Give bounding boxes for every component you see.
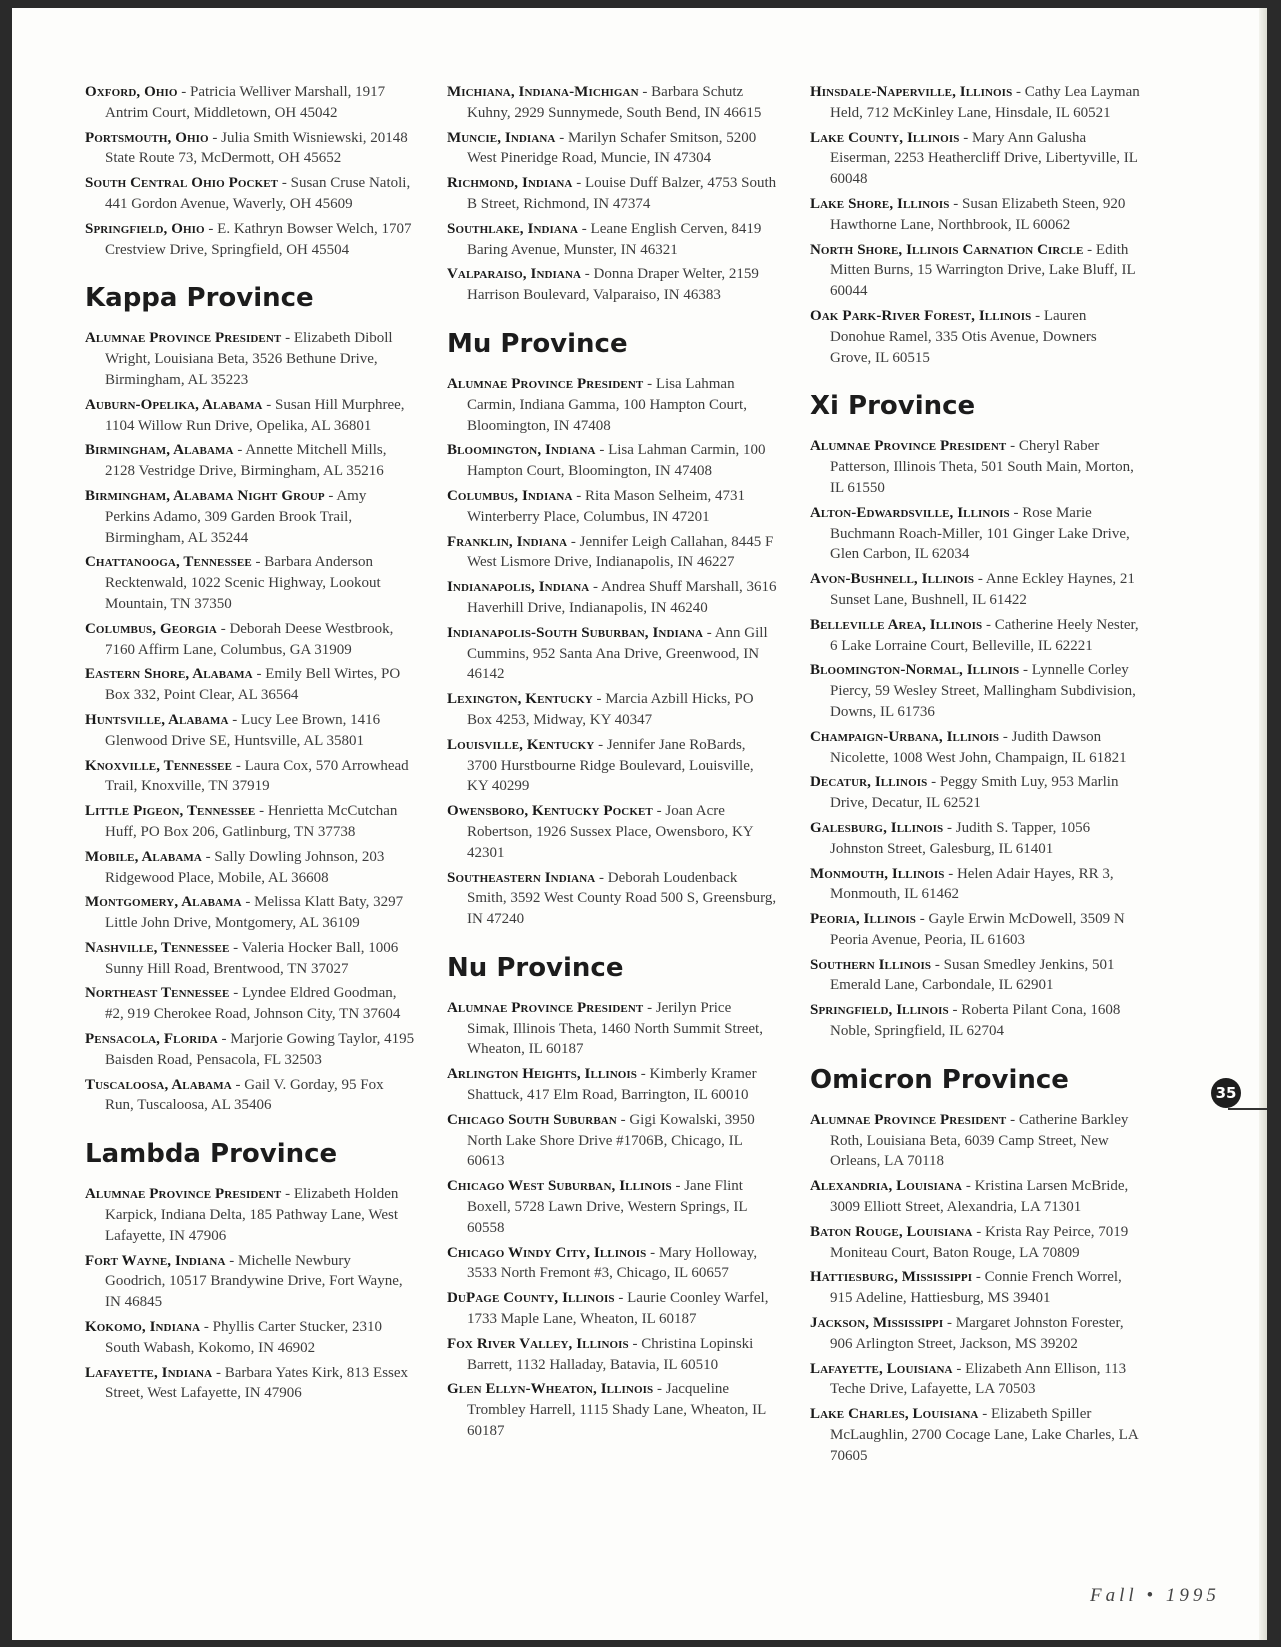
contact-details: Susan Cruse Natoli, 441 Gordon Avenue, Waverly, OH 45609: [105, 175, 411, 212]
contact-details: Julia Smith Wisniewski, 20148 State Route 73, McDermott, OH 45652: [105, 129, 408, 167]
chapter-name: Southlake, Indiana: [447, 220, 579, 237]
chapter-name: Birmingham, Alabama: [85, 442, 234, 459]
chapter-name: Northeast Tennessee: [85, 985, 230, 1002]
contact-details: Rita Mason Selheim, 4731 Winterberry Place, Columbus, IN 47201: [467, 487, 745, 525]
directory-entry: Columbus, Georgia - Deborah Deese Westbrook, 7160 Affirm Lane, Columbus, GA 31909: [85, 620, 394, 658]
contact-details: Annette Mitchell Mills, 2128 Vestridge Drive, Birmingham, AL 35216: [105, 442, 387, 480]
directory-entry: Auburn-Opelika, Alabama - Susan Hill Murphree, 1104 Willow Run Drive, Opelika, AL 36801: [85, 396, 405, 434]
directory-entry: Springfield, Ohio - E. Kathryn Bowser Welch, 1707 Crestview Drive, Springfield, OH 45504: [85, 220, 412, 258]
contact-details: Lucy Lee Brown, 1416 Glenwood Drive SE, Huntsville, AL 35801: [105, 711, 381, 749]
chapter-name: Monmouth, Illinois: [810, 865, 945, 882]
contact-details: Christina Lopinski Barrett, 1132 Halladay, Batavia, IL 60510: [467, 1335, 754, 1373]
contact-details: Joan Acre Robertson, 1926 Sussex Place, Owensboro, KY 42301: [467, 803, 754, 861]
directory-entry: Birmingham, Alabama - Annette Mitchell Mills, 2128 Vestridge Drive, Birmingham, AL 35216: [85, 442, 387, 480]
directory-entry: Indianapolis, Indiana - Andrea Shuff Marshall, 3616 Haverhill Drive, Indianapolis, IN 46240: [447, 579, 777, 616]
directory-entry: Alumnae Province President - Lisa Lahman Carmin, Indiana Gamma, 100 Hampton Court, Bloomington, IN 47408: [447, 375, 747, 434]
directory-entry: Avon-Bushnell, Illinois - Anne Eckley Haynes, 21 Sunset Lane, Bushnell, IL 61422: [810, 571, 1135, 608]
directory-entry: Northeast Tennessee - Lyndee Eldred Goodman, #2, 919 Cherokee Road, Johnson City, TN 37604: [85, 985, 401, 1023]
directory-entry: Richmond, Indiana - Louise Duff Balzer, 4753 South B Street, Richmond, IN 47374: [447, 175, 777, 212]
chapter-name: Southern Illinois: [810, 956, 932, 973]
contact-details: Catherine Barkley Roth, Louisiana Beta, 6039 Camp Street, New Orleans, LA 70118: [830, 1111, 1129, 1170]
directory-entry: DuPage County, Illinois - Laurie Coonley Warfel, 1733 Maple Lane, Wheaton, IL 60187: [447, 1290, 769, 1328]
chapter-name: Peoria, Illinois: [810, 911, 917, 928]
contact-details: Cheryl Raber Patterson, Illinois Theta, 501 South Main, Morton, IL 61550: [830, 438, 1134, 496]
directory-entry: Bloomington-Normal, Illinois - Lynnelle Corley Piercy, 59 Wesley Street, Mallingham Subdivision, Downs, IL 61736: [810, 662, 1136, 720]
contact-details: Donna Draper Welter, 2159 Harrison Boulevard, Valparaiso, IN 46383: [467, 266, 759, 304]
chapter-name: Little Pigeon, Tennessee: [85, 803, 256, 820]
chapter-name: Bloomington-Normal, Illinois: [810, 662, 1020, 679]
chapter-name: Nashville, Tennessee: [85, 939, 230, 956]
directory-entry: Louisville, Kentucky - Jennifer Jane RoBards, 3700 Hurstbourne Ridge Boulevard, Louisville, KY 40299: [447, 736, 754, 795]
contact-details: Roberta Pilant Cona, 1608 Noble, Springfield, IL 62704: [830, 1002, 1121, 1040]
chapter-name: Alumnae Province President: [810, 1111, 1007, 1128]
directory-entry: Oak Park-River Forest, Illinois - Lauren Donohue Ramel, 335 Otis Avenue, Downers Grove, IL 60515: [810, 307, 1097, 366]
province-heading: Xi Province: [810, 391, 976, 422]
chapter-name: Pensacola, Florida: [85, 1031, 218, 1048]
chapter-name: Bloomington, Indiana: [447, 442, 596, 459]
chapter-name: Oak Park-River Forest, Illinois: [810, 307, 1032, 324]
chapter-name: South Central Ohio Pocket: [85, 175, 279, 192]
chapter-name: Portsmouth, Ohio: [85, 129, 209, 146]
column-3: [810, 82, 1140, 1471]
contact-details: Sally Dowling Johnson, 203 Ridgewood Place, Mobile, AL 36608: [105, 848, 385, 886]
directory-entry: Little Pigeon, Tennessee - Henrietta McCutchan Huff, PO Box 206, Gatlinburg, TN 37738: [85, 803, 398, 840]
contact-details: Lisa Lahman Carmin, 100 Hampton Court, Bloomington, IN 47408: [467, 442, 766, 480]
contact-details: Louise Duff Balzer, 4753 South B Street, Richmond, IN 47374: [467, 175, 777, 212]
chapter-name: Montgomery, Alabama: [85, 894, 242, 911]
contact-details: Peggy Smith Luy, 953 Marlin Drive, Decatur, IL 62521: [830, 774, 1119, 812]
contact-details: Jane Flint Boxell, 5728 Lawn Drive, Western Springs, IL 60558: [467, 1178, 747, 1236]
directory-entry: Tuscaloosa, Alabama - Gail V. Gorday, 95 Fox Run, Tuscaloosa, AL 35406: [85, 1076, 384, 1114]
contact-details: Deborah Deese Westbrook, 7160 Affirm Lane, Columbus, GA 31909: [105, 620, 394, 658]
directory-entry: Owensboro, Kentucky Pocket - Joan Acre Robertson, 1926 Sussex Place, Owensboro, KY 42301: [447, 803, 754, 861]
directory-entry: Arlington Heights, Illinois - Kimberly Kramer Shattuck, 417 Elm Road, Barrington, IL 60010: [447, 1066, 757, 1104]
page-number-badge: 35: [1211, 1078, 1241, 1108]
directory-entry: Knoxville, Tennessee - Laura Cox, 570 Arrowhead Trail, Knoxville, TN 37919: [85, 757, 409, 795]
chapter-name: Alumnae Province President: [85, 330, 282, 347]
contact-details: Lauren Donohue Ramel, 335 Otis Avenue, Downers Grove, IL 60515: [830, 307, 1097, 366]
contact-details: Melissa Klatt Baty, 3297 Little John Drive, Montgomery, AL 36109: [105, 894, 404, 932]
contact-details: Susan Smedley Jenkins, 501 Emerald Lane, Carbondale, IL 62901: [830, 956, 1115, 994]
chapter-name: Kokomo, Indiana: [85, 1319, 201, 1336]
directory-entry: Alton-Edwardsville, Illinois - Rose Marie Buchmann Roach-Miller, 101 Ginger Lake Drive, Glen Carbon, IL 62034: [810, 504, 1130, 563]
contact-details: Mary Ann Galusha Eiserman, 2253 Heathercliff Drive, Libertyville, IL 60048: [830, 129, 1138, 188]
contact-details: Jennifer Leigh Callahan, 8445 F West Lismore Drive, Indianapolis, IN 46227: [467, 533, 774, 571]
directory-entry: Baton Rouge, Louisiana - Krista Ray Peirce, 7019 Moniteau Court, Baton Rouge, LA 70809: [810, 1223, 1129, 1261]
directory-entry: Hattiesburg, Mississippi - Connie French Worrel, 915 Adeline, Hattiesburg, MS 39401: [810, 1269, 1122, 1307]
chapter-name: Decatur, Illinois: [810, 774, 928, 791]
contact-details: Gail V. Gorday, 95 Fox Run, Tuscaloosa, AL 35406: [105, 1076, 384, 1114]
directory-entry: Huntsville, Alabama - Lucy Lee Brown, 1416 Glenwood Drive SE, Huntsville, AL 35801: [85, 711, 381, 749]
contact-details: Phyllis Carter Stucker, 2310 South Wabash, Kokomo, IN 46902: [105, 1319, 383, 1356]
contact-details: Kristina Larsen McBride, 3009 Elliott Street, Alexandria, LA 71301: [830, 1178, 1129, 1216]
contact-details: Jennifer Jane RoBards, 3700 Hurstbourne Ridge Boulevard, Louisville, KY 40299: [467, 736, 754, 795]
directory-entry: Franklin, Indiana - Jennifer Leigh Callahan, 8445 F West Lismore Drive, Indianapolis, IN 46227: [447, 533, 774, 571]
directory-entry: Oxford, Ohio - Patricia Welliver Marshall, 1917 Antrim Court, Middletown, OH 45042: [85, 84, 386, 121]
chapter-name: Owensboro, Kentucky Pocket: [447, 803, 653, 820]
directory-entry: Chicago West Suburban, Illinois - Jane Flint Boxell, 5728 Lawn Drive, Western Springs, IL 60558: [447, 1178, 747, 1236]
contact-details: Connie French Worrel, 915 Adeline, Hattiesburg, MS 39401: [830, 1269, 1122, 1307]
chapter-name: Fox River Valley, Illinois: [447, 1335, 629, 1352]
contact-details: Laurie Coonley Warfel, 1733 Maple Lane, Wheaton, IL 60187: [467, 1290, 769, 1328]
contact-details: Catherine Heely Nester, 6 Lake Lorraine Court, Belleville, IL 62221: [830, 616, 1139, 654]
directory-entry: Springfield, Illinois - Roberta Pilant Cona, 1608 Noble, Springfield, IL 62704: [810, 1002, 1121, 1040]
directory-entry: Glen Ellyn-Wheaton, Illinois - Jacqueline Trombley Harrell, 1115 Shady Lane, Wheaton, IL 60187: [447, 1381, 766, 1440]
directory-entry: Columbus, Indiana - Rita Mason Selheim, 4731 Winterberry Place, Columbus, IN 47201: [447, 487, 745, 525]
directory-entry: Portsmouth, Ohio - Julia Smith Wisniewski, 20148 State Route 73, McDermott, OH 45652: [85, 129, 408, 167]
chapter-name: Tuscaloosa, Alabama: [85, 1076, 232, 1093]
chapter-name: Lafayette, Louisiana: [810, 1360, 953, 1377]
chapter-name: Chicago Windy City, Illinois: [447, 1244, 647, 1261]
chapter-name: Indianapolis-South Suburban, Indiana: [447, 624, 704, 641]
chapter-name: Michiana, Indiana-Michigan: [447, 84, 639, 100]
contact-details: Rose Marie Buchmann Roach-Miller, 101 Ginger Lake Drive, Glen Carbon, IL 62034: [830, 504, 1130, 563]
contact-details: Judith Dawson Nicolette, 1008 West John, Champaign, IL 61821: [830, 728, 1127, 766]
directory-entry: Lake Charles, Louisiana - Elizabeth Spiller McLaughlin, 2700 Cocage Lane, Lake Charles, LA 70605: [810, 1406, 1138, 1464]
chapter-name: Galesburg, Illinois: [810, 819, 944, 836]
document-page: [12, 8, 1267, 1640]
chapter-name: Lafayette, Indiana: [85, 1364, 213, 1381]
directory-entry: Mobile, Alabama - Sally Dowling Johnson, 203 Ridgewood Place, Mobile, AL 36608: [85, 848, 385, 886]
contact-details: Patricia Welliver Marshall, 1917 Antrim Court, Middletown, OH 45042: [105, 84, 386, 121]
directory-entry: Decatur, Illinois - Peggy Smith Luy, 953 Marlin Drive, Decatur, IL 62521: [810, 774, 1119, 812]
contact-details: Jacqueline Trombley Harrell, 1115 Shady Lane, Wheaton, IL 60187: [467, 1381, 766, 1440]
directory-entry: Alumnae Province President - Elizabeth Diboll Wright, Louisiana Beta, 3526 Bethune Drive, Birmingham, AL 35223: [85, 330, 393, 388]
province-heading: Omicron Province: [810, 1064, 1069, 1095]
contact-details: Deborah Loudenback Smith, 3592 West County Road 500 S, Greensburg, IN 47240: [467, 869, 777, 928]
contact-details: Helen Adair Hayes, RR 3, Monmouth, IL 61462: [830, 865, 1114, 903]
directory-entry: Chicago Windy City, Illinois - Mary Holloway, 3533 North Fremont #3, Chicago, IL 60657: [447, 1244, 758, 1282]
directory-entry: Hinsdale-Naperville, Illinois - Cathy Lea Layman Held, 712 McKinley Lane, Hinsdale, IL 60521: [810, 84, 1140, 121]
directory-entry: Southeastern Indiana - Deborah Loudenback Smith, 3592 West County Road 500 S, Greensburg, IN 47240: [447, 869, 777, 928]
contact-details: Anne Eckley Haynes, 21 Sunset Lane, Bushnell, IL 61422: [830, 571, 1135, 608]
directory-entry: Alexandria, Louisiana - Kristina Larsen McBride, 3009 Elliott Street, Alexandria, LA 71301: [810, 1178, 1129, 1216]
chapter-name: Avon-Bushnell, Illinois: [810, 571, 975, 588]
directory-entry: Alumnae Province President - Catherine Barkley Roth, Louisiana Beta, 6039 Camp Street, New Orleans, LA 70118: [810, 1111, 1129, 1170]
directory-entry: Galesburg, Illinois - Judith S. Tapper, 1056 Johnston Street, Galesburg, IL 61401: [810, 819, 1091, 857]
contact-details: Lyndee Eldred Goodman, #2, 919 Cherokee Road, Johnson City, TN 37604: [105, 985, 401, 1023]
contact-details: Mary Holloway, 3533 North Fremont #3, Chicago, IL 60657: [467, 1244, 758, 1282]
directory-entry: Lafayette, Indiana - Barbara Yates Kirk, 813 Essex Street, West Lafayette, IN 47906: [85, 1364, 409, 1402]
chapter-name: Lake County, Illinois: [810, 129, 960, 146]
chapter-name: Alton-Edwardsville, Illinois: [810, 504, 1010, 521]
contact-details: Edith Mitten Burns, 15 Warrington Drive, Lake Bluff, IL 60044: [830, 241, 1136, 300]
contact-details: Barbara Anderson Recktenwald, 1022 Scenic Highway, Lookout Mountain, TN 37350: [105, 554, 381, 612]
issue-footer: Fall • 1995: [1090, 1585, 1220, 1606]
directory-entry: North Shore, Illinois Carnation Circle - Edith Mitten Burns, 15 Warrington Drive, Lake Bluff, IL 60044: [810, 241, 1136, 300]
contact-details: Susan Elizabeth Steen, 920 Hawthorne Lane, Northbrook, IL 60062: [830, 195, 1126, 233]
chapter-name: Chicago South Suburban: [447, 1111, 617, 1128]
directory-entry: Montgomery, Alabama - Melissa Klatt Baty, 3297 Little John Drive, Montgomery, AL 36109: [85, 894, 404, 932]
directory-entry: Champaign-Urbana, Illinois - Judith Dawson Nicolette, 1008 West John, Champaign, IL 61821: [810, 728, 1127, 766]
chapter-name: Arlington Heights, Illinois: [447, 1066, 638, 1083]
contact-details: Elizabeth Spiller McLaughlin, 2700 Cocage Lane, Lake Charles, LA 70605: [830, 1406, 1138, 1464]
chapter-name: Belleville Area, Illinois: [810, 616, 983, 633]
contact-details: Marjorie Gowing Taylor, 4195 Baisden Road, Pensacola, FL 32503: [105, 1031, 415, 1068]
chapter-name: Lake Charles, Louisiana: [810, 1406, 979, 1423]
contact-details: Elizabeth Diboll Wright, Louisiana Beta, 3526 Bethune Drive, Birmingham, AL 35223: [105, 330, 393, 388]
contact-details: Gigi Kowalski, 3950 North Lake Shore Drive #1706B, Chicago, IL 60613: [467, 1111, 755, 1170]
directory-entry: Alumnae Province President - Cheryl Raber Patterson, Illinois Theta, 501 South Main, Morton, IL 61550: [810, 438, 1134, 496]
contact-details: Elizabeth Ann Ellison, 113 Teche Drive, Lafayette, LA 70503: [830, 1360, 1127, 1398]
contact-details: Emily Bell Wirtes, PO Box 332, Point Clear, AL 36564: [105, 666, 401, 704]
chapter-name: Glen Ellyn-Wheaton, Illinois: [447, 1381, 654, 1398]
contact-details: Margaret Johnston Forester, 906 Arlington Street, Jackson, MS 39202: [830, 1315, 1124, 1352]
chapter-name: Jackson, Mississippi: [810, 1315, 944, 1332]
directory-entry: Birmingham, Alabama Night Group - Amy Perkins Adamo, 309 Garden Brook Trail, Birmingham, AL 35244: [85, 487, 367, 546]
chapter-name: Alumnae Province President: [810, 438, 1007, 455]
chapter-name: Franklin, Indiana: [447, 533, 568, 550]
contact-details: Gayle Erwin McDowell, 3509 N Peoria Avenue, Peoria, IL 61603: [830, 911, 1125, 948]
directory-entry: Southern Illinois - Susan Smedley Jenkins, 501 Emerald Lane, Carbondale, IL 62901: [810, 956, 1115, 994]
contact-details: Cathy Lea Layman Held, 712 McKinley Lane, Hinsdale, IL 60521: [830, 84, 1140, 121]
contact-details: Valeria Hocker Ball, 1006 Sunny Hill Road, Brentwood, TN 37027: [105, 939, 399, 977]
province-heading: Kappa Province: [85, 283, 314, 314]
contact-details: Susan Hill Murphree, 1104 Willow Run Drive, Opelika, AL 36801: [105, 396, 405, 434]
chapter-name: Oxford, Ohio: [85, 84, 178, 100]
directory-entry: Pensacola, Florida - Marjorie Gowing Taylor, 4195 Baisden Road, Pensacola, FL 32503: [85, 1031, 415, 1068]
directory-entry: Lexington, Kentucky - Marcia Azbill Hicks, PO Box 4253, Midway, KY 40347: [447, 691, 754, 728]
directory-entry: Lake Shore, Illinois - Susan Elizabeth Steen, 920 Hawthorne Lane, Northbrook, IL 60062: [810, 195, 1126, 233]
contact-details: Marcia Azbill Hicks, PO Box 4253, Midway, KY 40347: [467, 691, 754, 728]
chapter-name: Knoxville, Tennessee: [85, 757, 233, 774]
contact-details: Lynnelle Corley Piercy, 59 Wesley Street, Mallingham Subdivision, Downs, IL 61736: [830, 662, 1136, 720]
chapter-name: Columbus, Georgia: [85, 620, 217, 637]
chapter-name: Muncie, Indiana: [447, 129, 556, 146]
chapter-name: Columbus, Indiana: [447, 487, 573, 504]
chapter-name: Lake Shore, Illinois: [810, 195, 950, 212]
column-2: [447, 82, 777, 1446]
province-heading: Nu Province: [447, 952, 624, 983]
chapter-name: Alexandria, Louisiana: [810, 1178, 963, 1195]
directory-entry: Valparaiso, Indiana - Donna Draper Welter, 2159 Harrison Boulevard, Valparaiso, IN 46383: [447, 266, 759, 304]
contact-details: Leane English Cerven, 8419 Baring Avenue, Munster, IN 46321: [467, 220, 762, 258]
province-heading: Mu Province: [447, 328, 628, 359]
contact-details: Jerilyn Price Simak, Illinois Theta, 1460 North Summit Street, Wheaton, IL 60187: [467, 999, 763, 1058]
chapter-name: Valparaiso, Indiana: [447, 266, 582, 283]
contact-details: Kimberly Kramer Shattuck, 417 Elm Road, Barrington, IL 60010: [467, 1066, 757, 1104]
chapter-name: Champaign-Urbana, Illinois: [810, 728, 1000, 745]
chapter-name: Springfield, Ohio: [85, 220, 205, 237]
directory-entry: Peoria, Illinois - Gayle Erwin McDowell, 3509 N Peoria Avenue, Peoria, IL 61603: [810, 911, 1125, 948]
chapter-name: Alumnae Province President: [447, 999, 644, 1016]
contact-details: Amy Perkins Adamo, 309 Garden Brook Trail, Birmingham, AL 35244: [105, 487, 367, 546]
contact-details: Lisa Lahman Carmin, Indiana Gamma, 100 Hampton Court, Bloomington, IN 47408: [467, 375, 747, 434]
directory-entry: Chicago South Suburban - Gigi Kowalski, 3950 North Lake Shore Drive #1706B, Chicago, IL 60613: [447, 1111, 755, 1170]
directory-entry: Nashville, Tennessee - Valeria Hocker Ball, 1006 Sunny Hill Road, Brentwood, TN 37027: [85, 939, 399, 977]
directory-entry: Chattanooga, Tennessee - Barbara Anderson Recktenwald, 1022 Scenic Highway, Lookout Mountain, TN 37350: [85, 554, 381, 612]
chapter-name: Huntsville, Alabama: [85, 711, 229, 728]
directory-entry: Alumnae Province President - Elizabeth Holden Karpick, Indiana Delta, 185 Pathway Lane, West Lafayette, IN 47906: [85, 1186, 399, 1244]
directory-entry: Indianapolis-South Suburban, Indiana - Ann Gill Cummins, 952 Santa Ana Drive, Greenwood, IN 46142: [447, 624, 768, 683]
chapter-name: Alumnae Province President: [85, 1186, 282, 1203]
contact-details: Judith S. Tapper, 1056 Johnston Street, Galesburg, IL 61401: [830, 819, 1091, 857]
directory-entry: Alumnae Province President - Jerilyn Price Simak, Illinois Theta, 1460 North Summit Street, Wheaton, IL 60187: [447, 999, 763, 1058]
contact-details: Marilyn Schafer Smitson, 5200 West Pineridge Road, Muncie, IN 47304: [467, 129, 757, 167]
directory-entry: Muncie, Indiana - Marilyn Schafer Smitson, 5200 West Pineridge Road, Muncie, IN 47304: [447, 129, 757, 167]
directory-entry: Fox River Valley, Illinois - Christina Lopinski Barrett, 1132 Halladay, Batavia, IL 60510: [447, 1335, 754, 1373]
chapter-name: Richmond, Indiana: [447, 175, 573, 192]
directory-entry: Monmouth, Illinois - Helen Adair Hayes, RR 3, Monmouth, IL 61462: [810, 865, 1114, 903]
contact-details: Henrietta McCutchan Huff, PO Box 206, Gatlinburg, TN 37738: [105, 803, 398, 840]
page-edge: [1259, 8, 1267, 1640]
chapter-name: Lexington, Kentucky: [447, 691, 593, 708]
contact-details: Barbara Yates Kirk, 813 Essex Street, West Lafayette, IN 47906: [105, 1364, 409, 1402]
directory-entry: Belleville Area, Illinois - Catherine Heely Nester, 6 Lake Lorraine Court, Belleville, IL 62221: [810, 616, 1139, 654]
contact-details: Laura Cox, 570 Arrowhead Trail, Knoxville, TN 37919: [105, 757, 409, 795]
chapter-name: North Shore, Illinois Carnation Circle: [810, 241, 1084, 258]
directory-entry: South Central Ohio Pocket - Susan Cruse Natoli, 441 Gordon Avenue, Waverly, OH 45609: [85, 175, 411, 212]
contact-details: Elizabeth Holden Karpick, Indiana Delta, 185 Pathway Lane, West Lafayette, IN 47906: [105, 1186, 399, 1244]
chapter-name: Chicago West Suburban, Illinois: [447, 1178, 672, 1195]
directory-entry: Fort Wayne, Indiana - Michelle Newbury Goodrich, 10517 Brandywine Drive, Fort Wayne, IN 46845: [85, 1252, 403, 1311]
chapter-name: Mobile, Alabama: [85, 848, 202, 865]
province-heading: Lambda Province: [85, 1139, 338, 1170]
chapter-name: Eastern Shore, Alabama: [85, 666, 253, 683]
contact-details: Michelle Newbury Goodrich, 10517 Brandywine Drive, Fort Wayne, IN 46845: [105, 1252, 403, 1311]
chapter-name: Chattanooga, Tennessee: [85, 554, 252, 571]
directory-entry: Kokomo, Indiana - Phyllis Carter Stucker, 2310 South Wabash, Kokomo, IN 46902: [85, 1319, 383, 1356]
contact-details: Ann Gill Cummins, 952 Santa Ana Drive, Greenwood, IN 46142: [467, 624, 768, 683]
directory-entry: Eastern Shore, Alabama - Emily Bell Wirtes, PO Box 332, Point Clear, AL 36564: [85, 666, 401, 704]
chapter-name: Southeastern Indiana: [447, 869, 596, 886]
directory-entry: Lafayette, Louisiana - Elizabeth Ann Ellison, 113 Teche Drive, Lafayette, LA 70503: [810, 1360, 1127, 1398]
directory-entry: Jackson, Mississippi - Margaret Johnston Forester, 906 Arlington Street, Jackson, MS 39202: [810, 1315, 1124, 1352]
contact-details: Barbara Schutz Kuhny, 2929 Sunnymede, South Bend, IN 46615: [467, 84, 762, 121]
column-1: [85, 82, 415, 1408]
chapter-name: Hattiesburg, Mississippi: [810, 1269, 973, 1286]
directory-entry: Michiana, Indiana-Michigan - Barbara Schutz Kuhny, 2929 Sunnymede, South Bend, IN 46615: [447, 84, 762, 121]
chapter-name: DuPage County, Illinois: [447, 1290, 615, 1307]
chapter-name: Springfield, Illinois: [810, 1002, 949, 1019]
contact-details: Krista Ray Peirce, 7019 Moniteau Court, Baton Rouge, LA 70809: [830, 1223, 1129, 1261]
directory-entry: Bloomington, Indiana - Lisa Lahman Carmin, 100 Hampton Court, Bloomington, IN 47408: [447, 442, 766, 480]
page-number-rule: [1228, 1108, 1267, 1110]
chapter-name: Alumnae Province President: [447, 375, 644, 392]
contact-details: Andrea Shuff Marshall, 3616 Haverhill Drive, Indianapolis, IN 46240: [467, 579, 777, 616]
directory-entry: Lake County, Illinois - Mary Ann Galusha Eiserman, 2253 Heathercliff Drive, Libertyville, IL 60048: [810, 129, 1138, 188]
chapter-name: Indianapolis, Indiana: [447, 579, 590, 596]
chapter-name: Birmingham, Alabama Night Group: [85, 487, 325, 504]
chapter-name: Fort Wayne, Indiana: [85, 1252, 226, 1269]
chapter-name: Louisville, Kentucky: [447, 736, 595, 753]
chapter-name: Baton Rouge, Louisiana: [810, 1223, 973, 1240]
chapter-name: Auburn-Opelika, Alabama: [85, 396, 263, 413]
contact-details: E. Kathryn Bowser Welch, 1707 Crestview Drive, Springfield, OH 45504: [105, 220, 412, 258]
directory-entry: Southlake, Indiana - Leane English Cerven, 8419 Baring Avenue, Munster, IN 46321: [447, 220, 762, 258]
chapter-name: Hinsdale-Naperville, Illinois: [810, 84, 1013, 100]
